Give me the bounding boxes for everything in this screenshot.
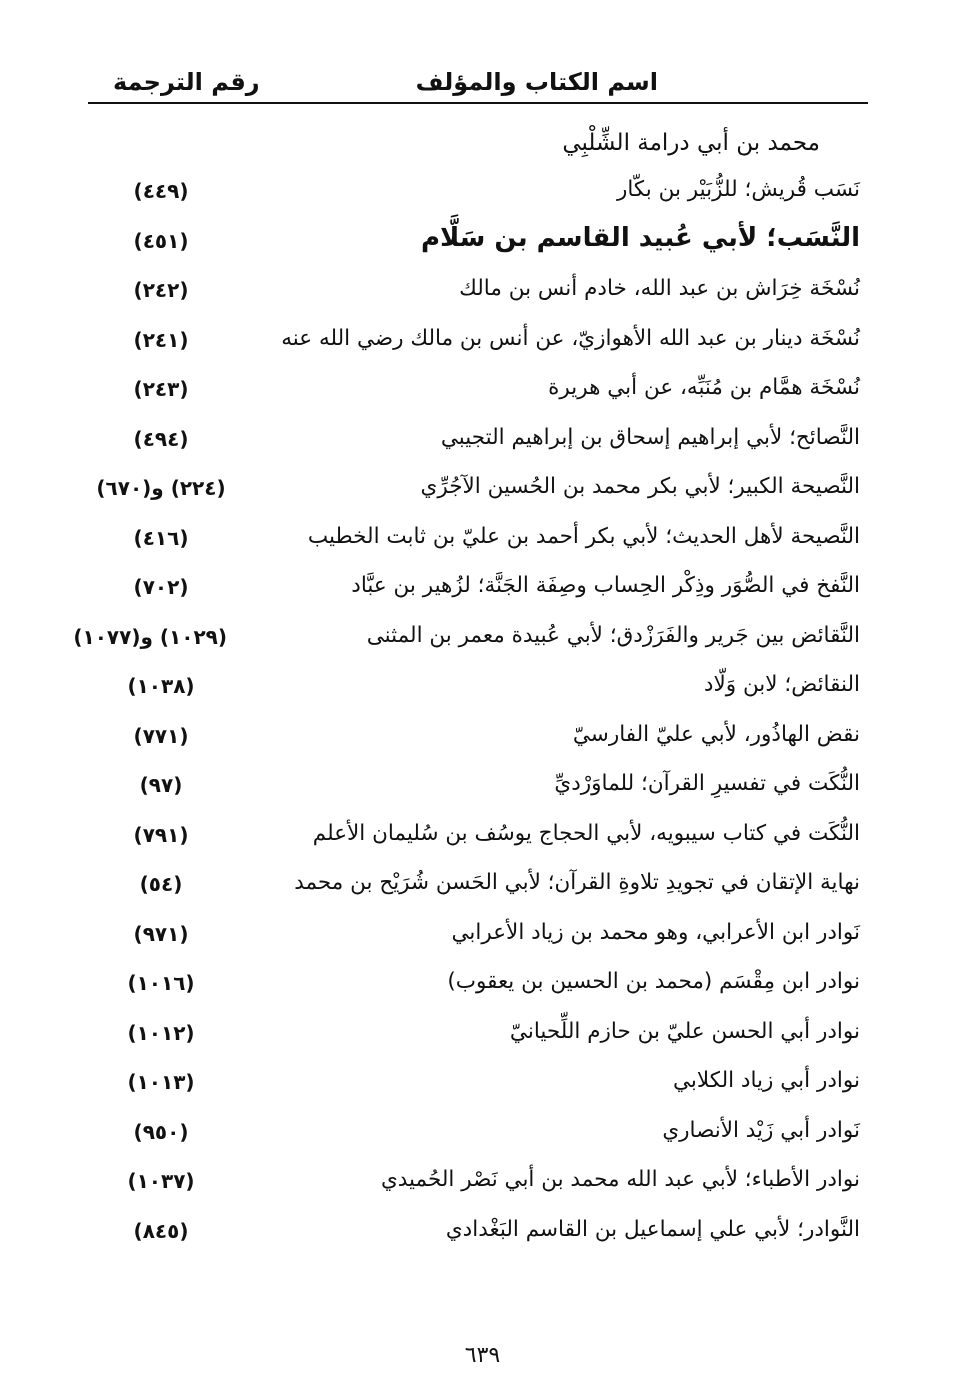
index-entry: [95, 369, 868, 419]
index-entry: [95, 468, 868, 518]
entry-title: النَّوادر؛ لأبي علي إسماعيل بن القاسم البَغْدادي: [445, 1216, 860, 1242]
entry-title: نوادر أبي زياد الكلابي: [672, 1068, 860, 1093]
entry-number: (١٠٣٧): [127, 1169, 195, 1193]
entry-title: نُسْخَة خِرَاش بن عبد الله، خادم أنس بن مالك: [459, 276, 860, 301]
header-divider: [88, 102, 868, 104]
entry-title: نوادر ابن مِقْسَم (محمد بن الحسين بن يعقوب): [447, 969, 860, 994]
entry-number: (٤١٦): [133, 525, 189, 550]
index-entry: [95, 765, 868, 815]
index-entry: [95, 419, 868, 469]
index-entry: [95, 1013, 868, 1063]
index-entry: [95, 815, 868, 865]
index-entry: [95, 914, 868, 964]
entry-number: (٨٤٥): [133, 1218, 189, 1243]
index-entry: [95, 716, 868, 766]
entry-number: (٤٤٩): [133, 179, 189, 203]
entry-number: (٤٥١): [133, 228, 189, 253]
index-entry: [95, 518, 868, 568]
index-entry: [95, 963, 868, 1013]
index-entry: [95, 221, 868, 271]
entry-title: النَّصيحة الكبير؛ لأبي بكر محمد بن الحُسين الآجُرِّي: [420, 474, 860, 499]
entry-number: (٢٤٢): [133, 278, 189, 302]
biography-number-column-heading: رقم الترجمة: [113, 68, 260, 96]
entry-number: (٩٧): [139, 773, 183, 797]
entry-title: النَّفخ في الصُّوَر وذِكْر الحِساب وصِفَة الجَنَّة؛ لزُهير بن عبَّاد: [351, 573, 860, 598]
entry-number: (٢٤٣): [133, 377, 189, 401]
index-entry: [95, 1062, 868, 1112]
entry-number: (٧٠٢): [133, 575, 189, 599]
entry-number: (٢٢٤) و(٦٧٠): [96, 476, 226, 500]
entry-number: (٧٩١): [133, 822, 189, 847]
entry-title: نُسْخَة همَّام بن مُنَبِّه، عن أبي هريرة: [548, 375, 860, 400]
entry-title: النُّكَت في تفسيرِ القرآن؛ للماوَرْديِّ: [554, 771, 860, 796]
entry-title: النُّكَت في كتاب سيبويه، لأبي الحجاج يوسُف بن سُليمان الأعلم: [312, 820, 860, 846]
index-entry: [95, 864, 868, 914]
index-entry: [73, 617, 868, 667]
index-entry: [95, 270, 868, 320]
entry-number: (٢٤١): [133, 327, 189, 352]
entry-title: النَّقائض بين جَرير والفَرَزْدق؛ لأبي عُبيدة معمر بن المثنى: [366, 622, 860, 648]
entry-title: نوادر أبي الحسن عليّ بن حازم اللِّحيانيّ: [509, 1018, 860, 1044]
continuation-line: محمد بن أبي درامة الشِّلْبِي: [562, 130, 820, 156]
entry-number: (٩٧١): [133, 921, 189, 946]
entry-number: (١٠٢٩) و(١٠٧٧): [73, 624, 227, 649]
entry-title: النقائض؛ لابن وَلّاد: [703, 672, 860, 697]
entry-number: (٧٧١): [133, 723, 189, 748]
entry-title: النَّصيحة لأهل الحديث؛ لأبي بكر أحمد بن عليّ بن ثابت الخطيب: [307, 523, 860, 549]
entry-title: نوادر الأطباء؛ لأبي عبد الله محمد بن أبي نَصْر الحُميدي: [380, 1167, 860, 1192]
entry-number: (٩٥٠): [133, 1119, 189, 1144]
index-entry: [95, 171, 868, 221]
entry-title: نقض الهاذُور، لأبي عليّ الفارسيّ: [572, 721, 860, 747]
entry-number: (٤٩٤): [133, 426, 189, 451]
book-and-author-column-heading: اسم الكتاب والمؤلف: [415, 68, 658, 96]
entry-number: (١٠١٦): [127, 971, 195, 995]
entry-number: (١٠١٣): [127, 1070, 195, 1094]
index-entry: [95, 320, 868, 370]
entry-title: نَوادر أبي زَيْد الأنصاري: [662, 1117, 860, 1143]
entry-title: نهاية الإتقان في تجويدِ تلاوةِ القرآن؛ لأبي الحَسن شُرَيْح بن محمد: [294, 870, 860, 895]
table-header: [88, 68, 868, 102]
index-entry: [95, 1211, 868, 1261]
entry-title: النَّسَب؛ لأبي عُبيد القاسم بن سَلَّام: [421, 222, 860, 253]
page-number: ٦٣٩: [464, 1343, 501, 1368]
entry-title: نَسَب قُريش؛ للزُّبَيْر بن بكّار: [617, 177, 860, 202]
index-entries: [73, 171, 868, 1260]
entry-title: نَوادر ابن الأعرابي، وهو محمد بن زياد الأعرابي: [451, 919, 860, 945]
index-entry: [95, 1161, 868, 1211]
index-entry: [95, 567, 868, 617]
entry-title: نُسْخَة دينار بن عبد الله الأهوازيّ، عن أنس بن مالك رضي الله عنه: [281, 325, 860, 351]
entry-title: النَّصائح؛ لأبي إبراهيم إسحاق بن إبراهيم التجيبي: [440, 424, 860, 450]
entry-number: (٥٤): [139, 872, 183, 896]
entry-number: (١٠٣٨): [127, 674, 195, 698]
index-entry: [95, 1112, 868, 1162]
entry-number: (١٠١٢): [127, 1020, 195, 1045]
index-entry: [95, 666, 868, 716]
